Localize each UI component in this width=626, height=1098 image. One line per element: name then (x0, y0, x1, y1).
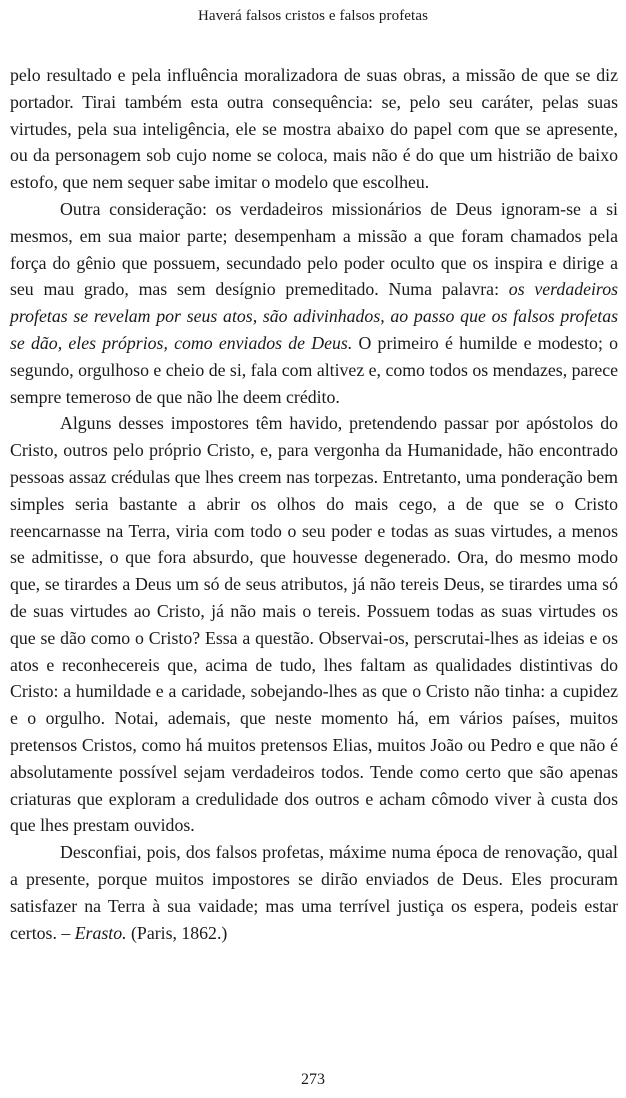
paragraph-2-text: Outra consideração: os verdadeiros missionários de Deus ignoram-se a si mesmos, em sua maior parte; desempenham a missão a que foram chamados pela força do gênio que possuem, secundado pelo poder oculto que os inspira e dirige a seu mau grado, mas sem desígnio premeditado. Numa palavra: (10, 198, 618, 300)
paragraph-1: pelo resultado e pela influência moralizadora de suas obras, a missão de que se diz portador. Tirai também esta outra consequência: se, pelo seu caráter, pelas suas virtudes, pela sua inteligência, ele se mostra abaixo do papel com que se apresente, ou da personagem sob cujo nome se coloca, mais não é do que um histrião de baixo estofo, que nem sequer sabe imitar o modelo que escolheu. (10, 65, 618, 193)
page-number: 273 (301, 1071, 325, 1088)
body-text (10, 62, 618, 946)
paragraph-4 (10, 839, 618, 946)
paragraph-4-text: Desconfiai, pois, dos falsos profetas, máxime numa época de renovação, qual a presente, porque muitos impostores se dirão enviados de Deus. Eles procuram satisfazer na Terra à sua vaidade; mas uma terrível justiça os espera, podeis estar certos. – (10, 842, 618, 943)
running-title: Haverá falsos cristos e falsos profetas (197, 8, 429, 24)
paragraph-3: Alguns desses impostores têm havido, pretendendo passar por apóstolos do Cristo, outros pelo próprio Cristo, e, para vergonha da Humanidade, hão encontrado pessoas assaz crédulas que lhes creem nas torpezas. Entretanto, uma ponderação bem simples seria bastante a abrir os olhos do mais cego, a de que se o Cristo reencarnasse na Terra, viria com todo o seu poder e todas as suas virtudes, a menos se admitisse, o que fora absurdo, que houvesse degenerado. Ora, do mesmo modo que, se tirardes a Deus um só de seus atributos, já não tereis Deus, se tirardes uma só de suas virtudes ao Cristo, já não mais o tereis. Possuem todas as suas virtudes os que se dão como o Cristo? Essa a questão. Observai-os, perscrutai-lhes as ideias e os atos e reconhecereis que, acima de tudo, lhes faltam as qualidades distintivas do Cristo: a humildade e a caridade, sobejando-lhes as que o Cristo não tinha: a cupidez e o orgulho. Notai, ademais, que neste momento há, em vários países, muitos pretensos Cristos, como há muitos pretensos Elias, muitos João ou Pedro e que não é absolutamente possível sejam verdadeiros todos. Tende como certo que são apenas criaturas que exploram a credulidade dos outros e acham cômodo viver à custa dos que lhes prestam ouvidos. (10, 413, 618, 836)
paragraph-2 (10, 196, 618, 410)
author-signature: Erasto. (74, 922, 127, 943)
paragraph-2-italic-quote: os verdadeiros profetas se revelam por seus atos, são adivinhados, ao passo que os falsos profetas se dão, eles próprios, como enviados de Deus. (10, 279, 619, 353)
paragraph-2-text-end: O primeiro é humilde e modesto; o segundo, orgulhoso e cheio de si, fala com altivez e, como todos os mendazes, parece sempre temeroso de que não lhe deem crédito. (10, 332, 618, 407)
paragraph-4-date: (Paris, 1862.) (126, 922, 228, 943)
